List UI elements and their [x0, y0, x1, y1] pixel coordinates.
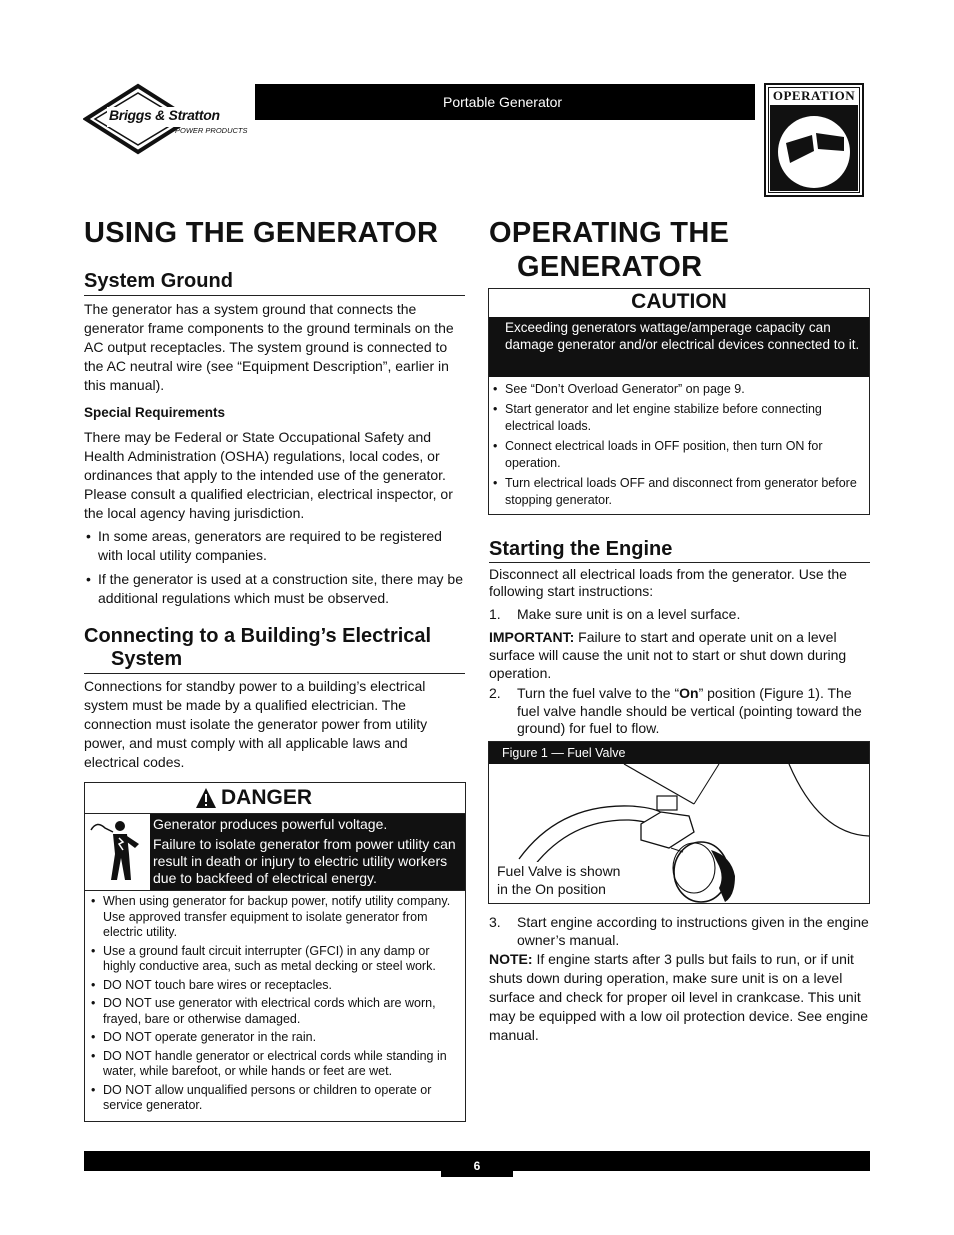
connecting-heading-line1: Connecting to a Building’s Electrical [84, 625, 432, 647]
special-requirements-paragraph: There may be Federal or State Occupational Safety and Health Administration (OSHA) regulations, local codes, or ordinances that apply to the intended use of the generator. Please consult a qualified electrician, electrical inspector, or the local agency having jurisdiction. [84, 429, 453, 521]
caution-band-text: Exceeding generators wattage/amperage capacity can damage generator and/or electrical devices connected to it. [505, 320, 860, 352]
operation-badge [764, 83, 864, 197]
step-3 [489, 914, 870, 949]
danger-hazard-row [85, 813, 465, 891]
special-requirements-heading: Special Requirements [84, 405, 226, 420]
caution-band [489, 317, 869, 377]
section-divider [489, 562, 870, 563]
danger-line2: Failure to isolate generator from power utility can result in death or injury to electric utility workers due to backfeed of electrical energy. [153, 836, 456, 886]
system-ground-heading: System Ground [84, 270, 233, 292]
right-title-line2: GENERATOR [517, 251, 703, 283]
important-note [489, 628, 871, 682]
list-item: • DO NOT operate generator in the rain. [89, 1030, 461, 1046]
list-item: • See “Don’t Overload Generator” on page 9. [491, 381, 863, 398]
system-ground-paragraph: The generator has a system ground that connects the generator frame components to the ground terminals on the AC output receptacles. The system ground is connected to the AC neutral wire (see “Equipment Description”, earlier in this manual). [84, 301, 454, 393]
brand-name: Briggs & Stratton [109, 107, 220, 123]
engine-note [489, 950, 871, 1045]
starting-intro: Disconnect all electrical loads from the generator. Use the following start instructions: [489, 566, 847, 599]
section-divider [84, 295, 465, 296]
caution-label: CAUTION [631, 290, 727, 313]
badge-label: OPERATION [772, 88, 856, 103]
figure-caption-line1: Fuel Valve is shown [497, 863, 621, 879]
list-item: • DO NOT touch bare wires or receptacles. [89, 978, 461, 994]
list-item: • DO NOT allow unqualified persons or children to operate or service generator. [89, 1083, 461, 1114]
step-text-part: ” position (Figure 1). The fuel valve handle should be vertical (pointing toward the ground) for fuel to flow. [517, 685, 862, 736]
brand-sub: POWER PRODUCTS [175, 126, 248, 135]
step-number: 2. [489, 685, 501, 701]
step-text-part: Turn the fuel valve to the “ [517, 685, 680, 701]
left-title: USING THE GENERATOR [84, 217, 439, 249]
caution-list [491, 381, 863, 509]
note-label: NOTE: [489, 951, 533, 967]
danger-line1: Generator produces powerful voltage. [153, 816, 388, 832]
step-number: 1. [489, 606, 501, 622]
header-title: Portable Generator [443, 94, 563, 110]
briggs-stratton-logo [83, 83, 253, 155]
starting-heading: Starting the Engine [489, 538, 673, 560]
warning-triangle-icon [195, 787, 217, 809]
danger-label: DANGER [221, 786, 313, 809]
section-divider [84, 673, 465, 674]
list-item: • In some areas, generators are required to be registered with local utility companies. [84, 527, 464, 565]
figure-title: Figure 1 — Fuel Valve [489, 742, 869, 764]
page-number: 6 [441, 1151, 513, 1177]
important-text: Failure to start and operate unit on a level surface will cause the unit not to start or shut down during operation. [489, 629, 847, 681]
step-text: Start engine according to instructions given in the engine owner’s manual. [517, 914, 869, 948]
important-label: IMPORTANT: [489, 629, 575, 645]
list-item: • Start generator and let engine stabilize before connecting electrical loads. [491, 401, 863, 435]
caution-box [488, 288, 870, 515]
danger-box [84, 782, 466, 1122]
connecting-heading [84, 625, 431, 671]
recoil-pull-icon [770, 105, 858, 191]
step-number: 3. [489, 914, 501, 930]
list-item: • Connect electrical loads in OFF position, then turn ON for operation. [491, 438, 863, 472]
list-item: • When using generator for backup power, notify utility company. Use approved transfer equipment to isolate generator from electric utility. [89, 894, 461, 941]
step-text [489, 685, 870, 738]
special-requirements-list [84, 527, 464, 608]
figure-1 [488, 741, 870, 904]
danger-list [89, 894, 461, 1114]
on-label: On [679, 685, 699, 701]
list-item: • If the generator is used at a construction site, there may be additional regulations which must be observed. [84, 570, 464, 608]
danger-band [150, 814, 465, 890]
right-title-line1: OPERATING THE [489, 217, 730, 249]
step-1 [489, 606, 869, 623]
connecting-heading-line2: System [111, 648, 183, 670]
figure-caption-line2: in the On position [497, 881, 606, 897]
danger-header [195, 783, 312, 813]
step-text: Make sure unit is on a level surface. [517, 606, 741, 622]
note-text: If engine starts after 3 pulls but fails to run, or if unit shuts down during operation, make sure unit is on a level surface and check for proper oil level in crankcase. This unit may be equipped with a low oil protection device. See engine manual. [489, 951, 869, 1043]
list-item: • DO NOT handle generator or electrical cords while standing in water, while barefoot, or while hands or feet are wet. [89, 1049, 461, 1080]
list-item: • Turn electrical loads OFF and disconnect from generator before stopping generator. [491, 475, 863, 509]
step-2 [489, 685, 870, 738]
connecting-paragraph: Connections for standby power to a building’s electrical system must be made by a qualified electrician. The connection must isolate the generator power from utility power, and must comply with all applicable laws and electrical codes. [84, 678, 428, 770]
list-item: • Use a ground fault circuit interrupter (GFCI) in any damp or highly conductive area, such as metal decking or steel work. [89, 944, 461, 975]
right-title [489, 216, 729, 284]
header-bar [255, 84, 755, 120]
list-item: • DO NOT use generator with electrical cords which are worn, frayed, bare or otherwise damaged. [89, 996, 461, 1027]
figure-caption [497, 862, 620, 898]
electrocution-icon [85, 814, 150, 890]
